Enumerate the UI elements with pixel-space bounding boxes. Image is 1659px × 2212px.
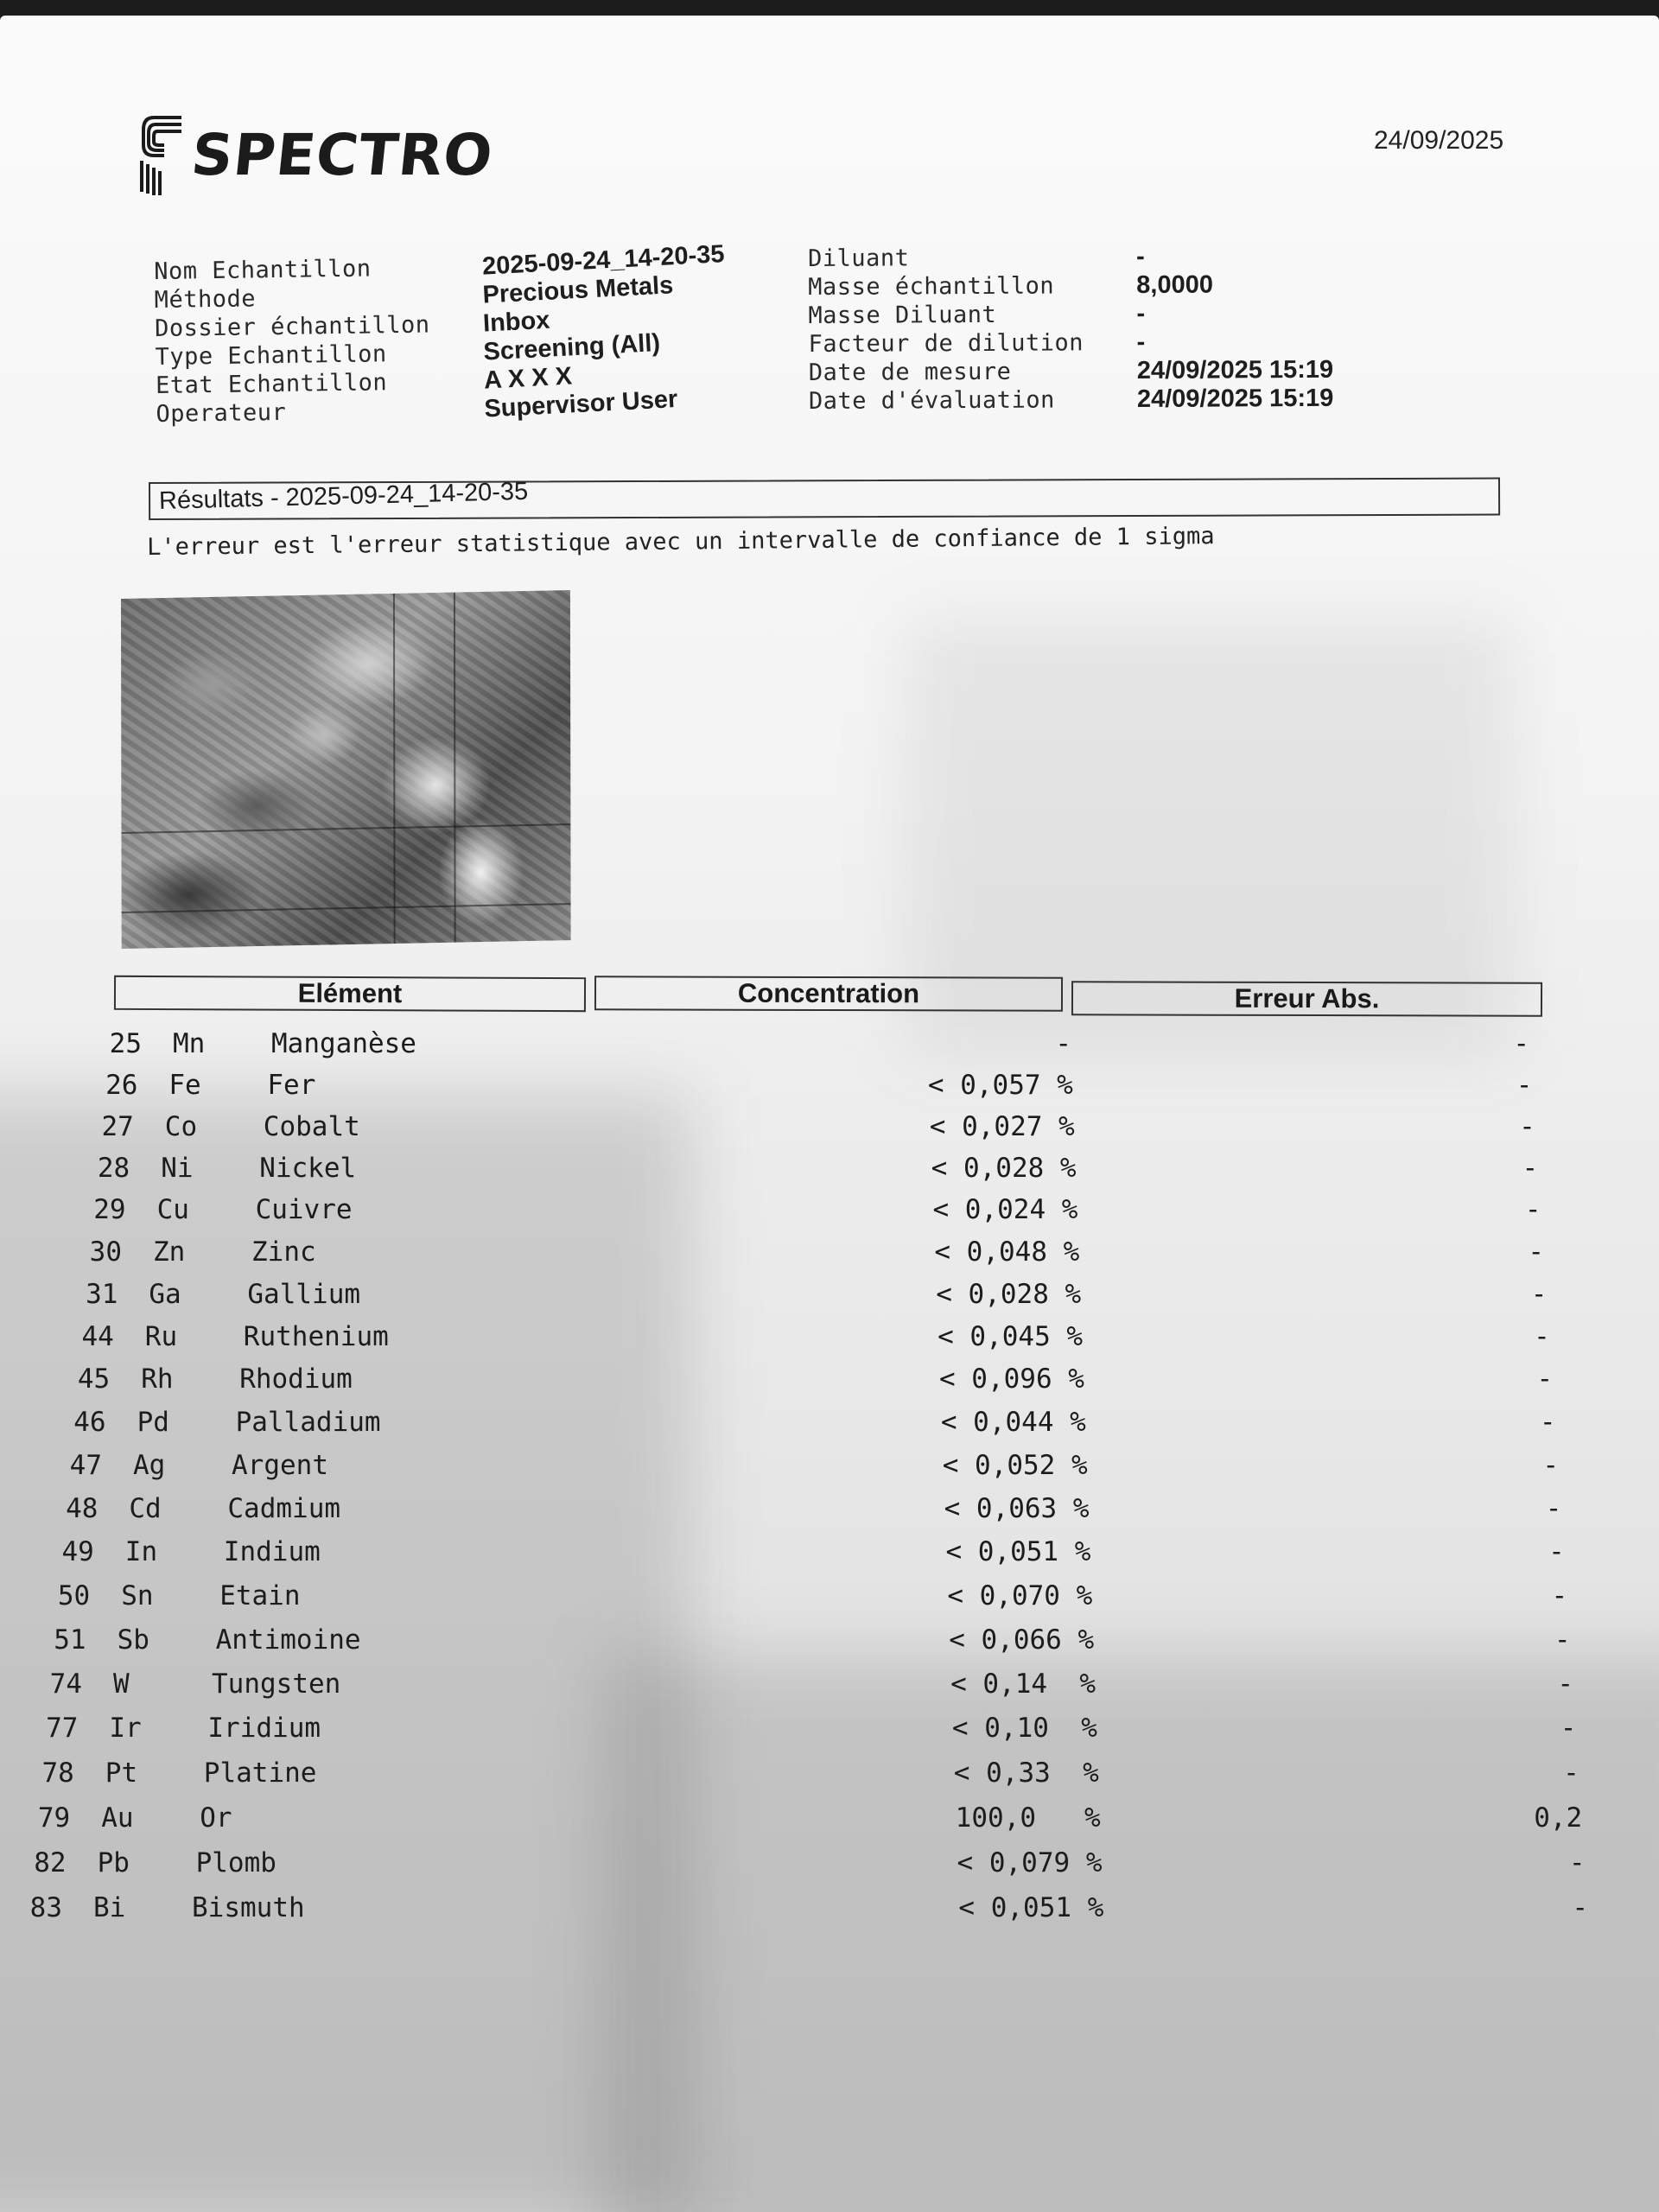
element-symbol: Pb (97, 1847, 130, 1878)
error-value: - (1519, 1110, 1535, 1142)
error-value: - (1554, 1624, 1571, 1656)
element-name: Nickel (259, 1152, 357, 1184)
table-row (0, 1892, 1659, 1927)
concentration-value: < 0,14 % (950, 1669, 1096, 1700)
concentration-value: < 0,024 % (932, 1194, 1078, 1226)
element-name: Argent (232, 1450, 328, 1481)
spectro-logo-icon (138, 111, 185, 199)
error-value: - (1536, 1363, 1554, 1395)
table-row (0, 1194, 1659, 1229)
concentration-value: < 0,027 % (929, 1110, 1075, 1142)
atomic-number: 49 (61, 1536, 94, 1568)
element-symbol: Cd (129, 1493, 162, 1525)
report-sheet (0, 16, 1659, 2212)
element-name: Cuivre (255, 1194, 353, 1226)
error-value: - (1528, 1236, 1544, 1268)
atomic-number: 47 (69, 1450, 102, 1481)
error-value: - (1551, 1580, 1568, 1612)
element-name: Ruthenium (243, 1321, 389, 1353)
concentration-value: < 0,051 % (958, 1892, 1104, 1923)
concentration-value: < 0,044 % (940, 1407, 1086, 1439)
meta-value: 24/09/2025 15:19 (1136, 355, 1334, 385)
error-value: - (1560, 1713, 1577, 1745)
logo-text: SPECTRO (188, 121, 497, 188)
meta-label: Méthode (154, 285, 257, 314)
meta-label: Date d'évaluation (808, 386, 1055, 415)
meta-label: Etat Echantillon (155, 369, 388, 399)
error-value: - (1513, 1028, 1529, 1059)
atomic-number: 50 (57, 1580, 91, 1612)
element-symbol: Ru (144, 1321, 178, 1353)
atomic-number: 79 (37, 1802, 71, 1834)
element-name: Cadmium (227, 1493, 341, 1525)
atomic-number: 44 (81, 1321, 114, 1353)
concentration-value: < 0,052 % (942, 1450, 1088, 1481)
meta-label: Masse échantillon (808, 272, 1055, 301)
atomic-number: 77 (46, 1713, 79, 1745)
element-name: Antimoine (215, 1624, 361, 1656)
element-symbol: Ag (133, 1450, 166, 1481)
error-value: - (1563, 1757, 1580, 1789)
element-name: Platine (203, 1757, 317, 1789)
concentration-value: < 0,10 % (951, 1713, 1097, 1745)
error-value: - (1522, 1152, 1539, 1184)
element-symbol: Bi (93, 1892, 126, 1923)
element-symbol: W (113, 1669, 130, 1700)
error-value: - (1539, 1407, 1556, 1439)
error-value: - (1530, 1278, 1548, 1310)
element-symbol: Sn (121, 1580, 154, 1612)
meta-label: Dossier échantillon (154, 311, 430, 342)
atomic-number: 25 (109, 1028, 142, 1059)
results-header-bar (149, 478, 1500, 520)
element-name: Etain (219, 1580, 301, 1612)
element-symbol: Mn (173, 1028, 206, 1059)
table-row (0, 1713, 1659, 1747)
meta-value: Precious Metals (481, 271, 674, 309)
meta-row (809, 385, 1334, 416)
concentration-value: < 0,048 % (934, 1236, 1080, 1268)
sample-info-right (808, 242, 1333, 416)
meta-value: 2025-09-24_14-20-35 (481, 240, 726, 281)
concentration-value: < 0,066 % (949, 1624, 1095, 1656)
table-row (0, 1279, 1659, 1313)
element-name: Cobalt (263, 1110, 360, 1142)
meta-row (809, 356, 1334, 387)
meta-label: Type Echantillon (155, 340, 387, 371)
element-symbol: Ni (161, 1152, 194, 1184)
atomic-number: 26 (105, 1069, 138, 1101)
table-row (0, 1624, 1659, 1659)
meta-value: 8,0000 (1136, 270, 1214, 300)
table-row (0, 1802, 1659, 1837)
atomic-number: 45 (77, 1363, 111, 1395)
spectro-logo (138, 111, 497, 199)
table-row (0, 1847, 1659, 1882)
element-symbol: Ir (109, 1713, 142, 1745)
element-name: Tungsten (212, 1669, 341, 1700)
element-name: Palladium (235, 1407, 381, 1439)
meta-value: - (1136, 327, 1146, 357)
meta-row (808, 299, 1333, 330)
element-name: Bismuth (192, 1892, 305, 1923)
meta-label: Date de mesure (808, 358, 1012, 386)
error-value: - (1557, 1669, 1573, 1700)
atomic-number: 31 (86, 1278, 118, 1310)
atomic-number: 28 (97, 1152, 130, 1184)
concentration-value: < 0,33 % (953, 1757, 1099, 1789)
print-date: 24/09/2025 (1374, 126, 1504, 155)
atomic-number: 46 (73, 1407, 106, 1439)
error-value: - (1534, 1321, 1550, 1353)
column-header-error: Erreur Abs. (1071, 981, 1542, 1016)
atomic-number: 74 (49, 1669, 82, 1700)
concentration-value: < 0,045 % (938, 1321, 1084, 1353)
table-row (0, 1111, 1659, 1146)
element-name: Or (200, 1802, 232, 1834)
element-name: Plomb (195, 1847, 276, 1878)
grid-line (121, 823, 570, 834)
concentration-value: - (1055, 1028, 1071, 1059)
element-symbol: Ga (149, 1278, 181, 1310)
table-row (0, 1363, 1659, 1398)
table-row (0, 1236, 1659, 1271)
concentration-value: < 0,079 % (957, 1847, 1103, 1878)
error-value: - (1524, 1194, 1541, 1226)
grid-line (122, 903, 571, 913)
atomic-number: 29 (93, 1194, 126, 1226)
meta-value: A X X X (483, 362, 573, 395)
concentration-value: 100,0 % (955, 1802, 1101, 1834)
table-row (0, 1407, 1659, 1441)
atomic-number: 82 (34, 1847, 67, 1878)
concentration-value: < 0,096 % (938, 1363, 1084, 1395)
concentration-value: < 0,063 % (944, 1493, 1090, 1525)
element-name: Indium (223, 1536, 321, 1568)
error-value: - (1545, 1493, 1562, 1525)
element-name: Rhodium (239, 1363, 353, 1395)
element-name: Gallium (247, 1278, 361, 1310)
meta-value: - (1135, 242, 1145, 271)
meta-row (809, 327, 1334, 359)
concentration-value: < 0,028 % (931, 1152, 1077, 1184)
table-row (0, 1758, 1659, 1792)
error-note: L'erreur est l'erreur statistique avec un intervalle de confiance de 1 sigma (147, 523, 1215, 561)
atomic-number: 48 (66, 1493, 99, 1525)
sample-micrograph (121, 590, 571, 949)
element-symbol: Co (164, 1110, 198, 1142)
concentration-value: < 0,057 % (927, 1069, 1073, 1101)
atomic-number: 30 (89, 1236, 122, 1268)
atomic-number: 78 (41, 1757, 74, 1789)
element-symbol: In (124, 1536, 158, 1568)
table-row (0, 1669, 1659, 1703)
element-symbol: Zn (153, 1236, 186, 1268)
error-value: 0,2 (1534, 1802, 1583, 1834)
atomic-number: 51 (54, 1624, 86, 1656)
meta-label: Masse Diluant (808, 301, 997, 329)
concentration-value: < 0,028 % (936, 1278, 1082, 1310)
meta-value: Screening (All) (482, 328, 661, 366)
sample-info-left (154, 240, 727, 429)
meta-label: Operateur (156, 398, 287, 428)
column-header-concentration: Concentration (594, 976, 1063, 1011)
element-symbol: Pd (137, 1407, 169, 1439)
table-row (0, 1070, 1659, 1104)
concentration-value: < 0,051 % (945, 1536, 1091, 1568)
results-title: Résultats - 2025-09-24_14-20-35 (158, 477, 529, 515)
table-row (0, 1580, 1659, 1615)
concentration-value: < 0,070 % (947, 1580, 1093, 1612)
element-symbol: Pt (105, 1757, 138, 1789)
grid-line (454, 593, 456, 943)
element-name: Iridium (207, 1713, 321, 1745)
error-value: - (1542, 1450, 1559, 1481)
atomic-number: 83 (29, 1892, 62, 1923)
meta-label: Diluant (808, 245, 910, 272)
table-row (0, 1493, 1659, 1528)
element-name: Zinc (251, 1236, 316, 1268)
element-symbol: Au (101, 1802, 134, 1834)
table-row (0, 1153, 1659, 1187)
error-value: - (1548, 1536, 1565, 1568)
error-value: - (1516, 1069, 1533, 1101)
meta-label: Nom Echantillon (154, 255, 372, 285)
element-symbol: Cu (156, 1194, 189, 1226)
meta-value: Inbox (482, 306, 551, 338)
element-symbol: Rh (141, 1363, 174, 1395)
element-name: Manganèse (271, 1028, 416, 1059)
meta-label: Facteur de dilution (808, 329, 1084, 358)
element-name: Fer (267, 1069, 316, 1101)
error-value: - (1572, 1892, 1588, 1923)
meta-value: - (1136, 299, 1146, 328)
table-row (0, 1450, 1659, 1484)
meta-value: 24/09/2025 15:19 (1136, 384, 1334, 414)
meta-row (808, 270, 1333, 302)
error-value: - (1568, 1847, 1586, 1878)
atomic-number: 27 (101, 1110, 134, 1142)
element-symbol: Sb (117, 1624, 149, 1656)
column-header-element: Elément (114, 976, 586, 1012)
meta-value: Supervisor User (483, 385, 679, 423)
table-row (0, 1321, 1659, 1356)
grid-line (393, 594, 396, 944)
table-row (0, 1028, 1659, 1063)
table-row (0, 1536, 1659, 1571)
meta-row (808, 242, 1333, 273)
element-symbol: Fe (168, 1069, 201, 1101)
